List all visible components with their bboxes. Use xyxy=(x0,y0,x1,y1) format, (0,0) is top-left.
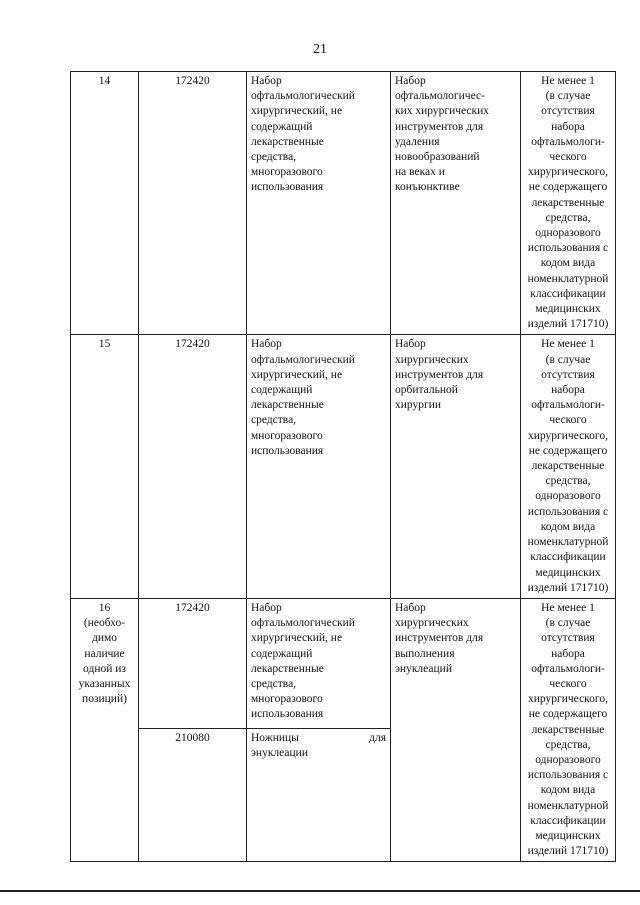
required-quantity: Не менее 1 (в случае отсутствия набора офтальмологи- ческого хирургического, не содержащего лекарственные средства, одноразового использования с кодом вида номенклатурной классификации медицинских изделий 171710) xyxy=(521,335,616,598)
item-name-line xyxy=(251,731,386,746)
nomenclature-code: 172420 xyxy=(139,72,247,335)
table-row xyxy=(71,335,616,598)
equipment-table xyxy=(70,71,616,862)
item-name-word: для xyxy=(369,731,386,744)
nomenclature-code: 210080 xyxy=(139,728,247,861)
item-name-word: Ножницы xyxy=(251,731,299,744)
nomenclature-code: 172420 xyxy=(139,598,247,728)
table-row xyxy=(71,598,616,728)
required-quantity: Не менее 1 (в случае отсутствия набора офтальмологи- ческого хирургического, не содержащего лекарственные средства, одноразового использования с кодом вида номенклатурной классификации медицинских изделий 171710) xyxy=(521,72,616,335)
item-name: Набор офтальмологический хирургический, не содержащий лекарственные средства, многоразового использования xyxy=(247,72,391,335)
item-name-line: энуклеации xyxy=(251,747,308,760)
table-row xyxy=(71,72,616,335)
row-number: 14 xyxy=(71,72,139,335)
bottom-scan-edge xyxy=(0,890,640,892)
item-name: Набор офтальмологический хирургический, не содержащий лекарственные средства, многоразового использования xyxy=(247,598,391,728)
row-number: 16 (необхо- димо наличие одной из указанных позиций) xyxy=(71,598,139,861)
item-purpose: Набор офтальмологичес- ких хирургических инструментов для удаления новообразований на веках и конъюнктиве xyxy=(391,72,521,335)
item-purpose: Набор хирургических инструментов для орбитальной хирургии xyxy=(391,335,521,598)
nomenclature-code: 172420 xyxy=(139,335,247,598)
row-number: 15 xyxy=(71,335,139,598)
item-name: Набор офтальмологический хирургический, не содержащий лекарственные средства, многоразового использования xyxy=(247,335,391,598)
item-purpose: Набор хирургических инструментов для выполнения энуклеаций xyxy=(391,598,521,861)
required-quantity: Не менее 1 (в случае отсутствия набора офтальмологи- ческого хирургического, не содержащего лекарственные средства, одноразового использования с кодом вида номенклатурной классификации медицинских изделий 171710) xyxy=(521,598,616,861)
item-name xyxy=(247,728,391,861)
page-number: 21 xyxy=(313,42,327,57)
